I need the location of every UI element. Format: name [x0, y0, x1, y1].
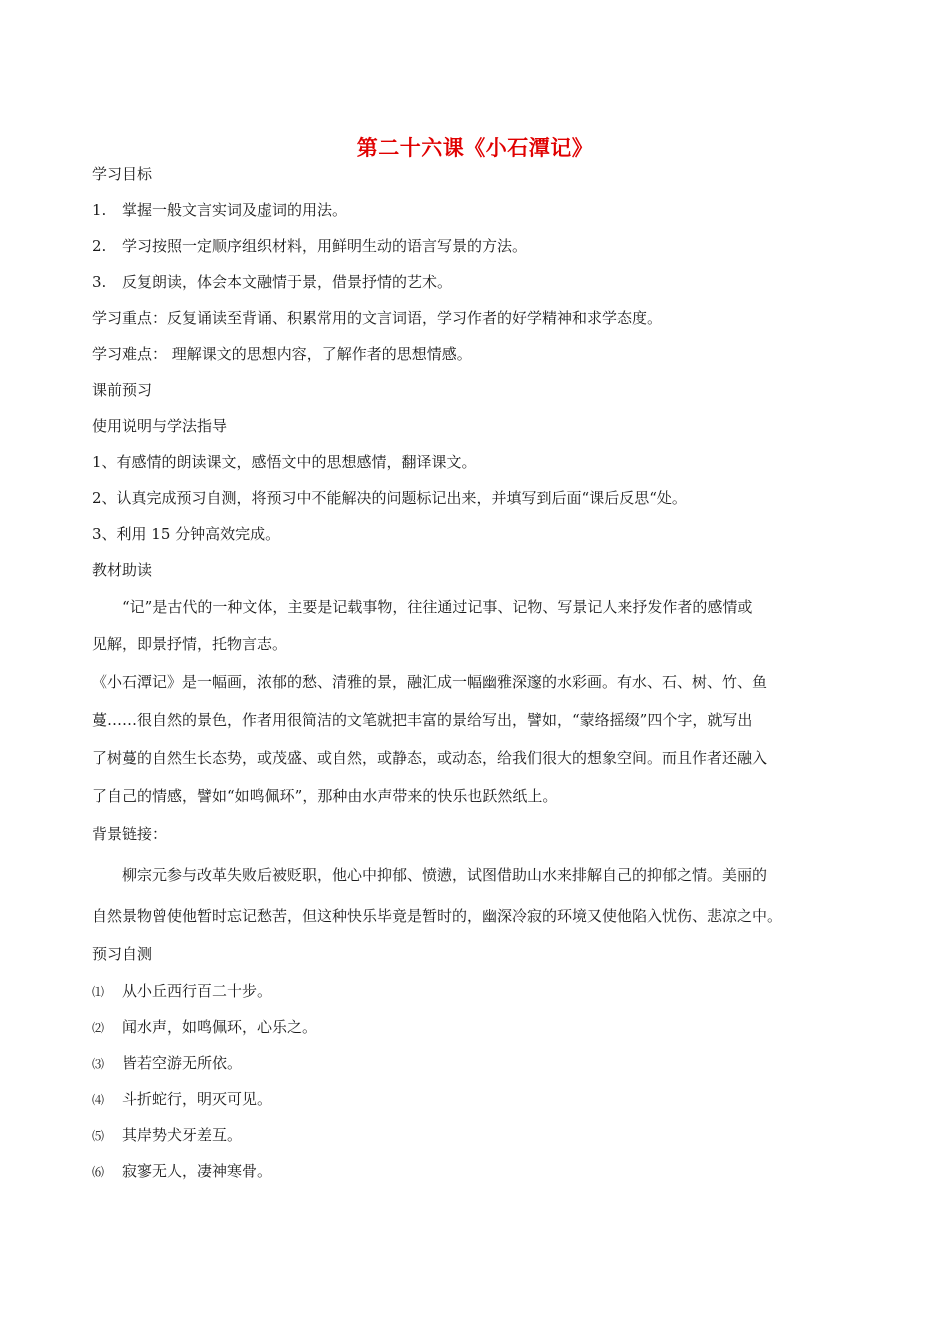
goal-number: 1. — [92, 201, 107, 219]
background-line: 柳宗元参与改革失败后被贬职，他心中抑郁、愤懑，试图借助山水来排解自己的抑郁之情。美丽的 — [122, 866, 768, 884]
selftest-heading: 预习自测 — [92, 945, 153, 963]
goal-item — [92, 271, 452, 293]
background-line: 自然景物曾使他暂时忘记愁苦，但这种快乐毕竟是暂时的，幽深冷寂的环境又使他陷入忧伤、悲凉之中。 — [92, 907, 783, 925]
reading-paragraph-line: 见解，即景抒情，托物言志。 — [92, 635, 288, 653]
selftest-number: ⑶ — [92, 1057, 105, 1071]
instruction-item: 1、有感情的朗读课文，感悟文中的思想感情，翻译课文。 — [92, 453, 477, 471]
key-points: 学习重点：反复诵读至背诵、积累常用的文言词语，学习作者的好学精神和求学态度。 — [92, 309, 663, 327]
selftest-item — [92, 1124, 242, 1147]
page-title: 第二十六课《小石潭记》 — [356, 135, 594, 160]
reading-paragraph-line: 了树蔓的自然生长态势，或茂盛、或自然，或静态，或动态，给我们很大的想象空间。而且作者还融入 — [92, 749, 768, 767]
selftest-number: ⑵ — [92, 1021, 105, 1035]
goal-item — [92, 199, 347, 221]
goal-text: 反复朗读，体会本文融情于景，借景抒情的艺术。 — [122, 273, 453, 291]
selftest-text: 从小丘西行百二十步。 — [122, 982, 273, 1000]
instructions-heading: 使用说明与学法指导 — [92, 417, 228, 435]
selftest-item — [92, 980, 272, 1003]
instruction-item: 2、认真完成预习自测，将预习中不能解决的问题标记出来，并填写到后面“课后反思“处。 — [92, 489, 687, 507]
reading-paragraph-line: 《小石潭记》是一幅画，浓郁的愁、清雅的景，融汇成一幅幽雅深邃的水彩画。有水、石、树、竹、鱼 — [92, 673, 768, 691]
preview-heading: 课前预习 — [92, 381, 153, 399]
selftest-text: 其岸势犬牙差互。 — [122, 1126, 243, 1144]
selftest-number: ⑷ — [92, 1093, 105, 1107]
selftest-text: 寂寥无人，凄神寒骨。 — [122, 1162, 273, 1180]
instruction-item: 3、利用 15 分钟高效完成。 — [92, 525, 281, 543]
reading-heading: 教材助读 — [92, 561, 153, 579]
goal-item — [92, 235, 527, 257]
selftest-text: 闻水声，如鸣佩环，心乐之。 — [122, 1018, 318, 1036]
difficulty: 学习难点： 理解课文的思想内容，了解作者的思想情感。 — [92, 345, 472, 363]
goal-number: 2. — [92, 237, 107, 255]
selftest-text: 斗折蛇行，明灭可见。 — [122, 1090, 273, 1108]
goals-heading: 学习目标 — [92, 165, 153, 183]
selftest-number: ⑴ — [92, 985, 105, 999]
selftest-text: 皆若空游无所依。 — [122, 1054, 243, 1072]
goal-number: 3. — [92, 273, 107, 291]
selftest-item — [92, 1160, 272, 1183]
selftest-number: ⑹ — [92, 1165, 105, 1179]
goal-text: 掌握一般文言实词及虚词的用法。 — [122, 201, 348, 219]
selftest-number: ⑸ — [92, 1129, 105, 1143]
selftest-item — [92, 1016, 317, 1039]
reading-paragraph-line: 了自己的情感，譬如“如鸣佩环”，那种由水声带来的快乐也跃然纸上。 — [92, 787, 558, 805]
goal-text: 学习按照一定顺序组织材料，用鲜明生动的语言写景的方法。 — [122, 237, 528, 255]
reading-paragraph-line: 蔓……很自然的景色，作者用很简洁的文笔就把丰富的景给写出，譬如，“蒙络摇缀”四个字，就写出 — [92, 711, 753, 729]
selftest-item — [92, 1088, 272, 1111]
selftest-item — [92, 1052, 242, 1075]
reading-paragraph-line: “记”是古代的一种文体，主要是记载事物，往往通过记事、记物、写景记人来抒发作者的感情或 — [122, 598, 753, 616]
background-heading: 背景链接： — [92, 825, 168, 843]
